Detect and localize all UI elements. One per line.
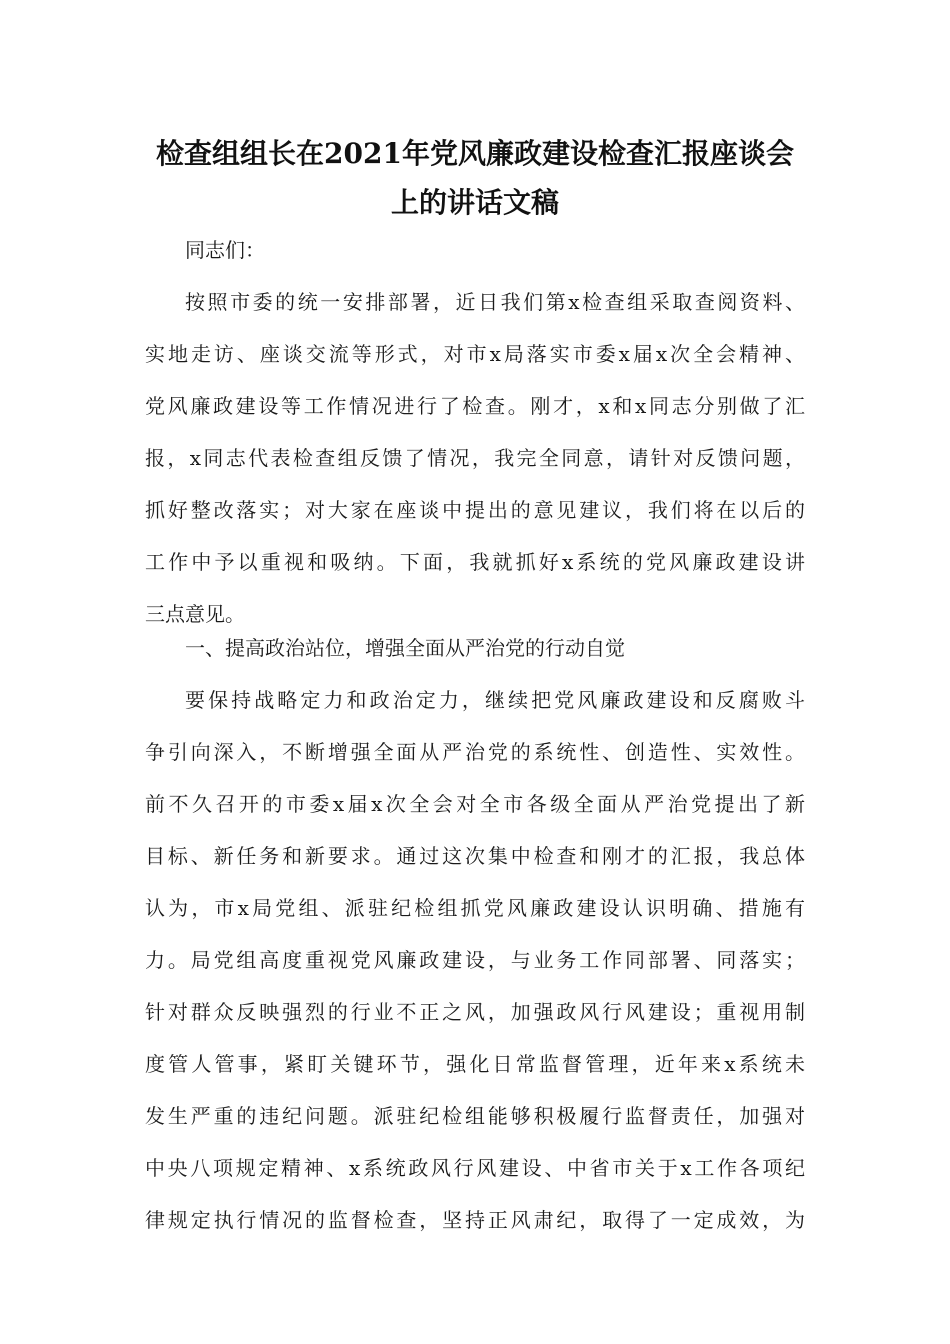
paragraph-line: 要保持战略定力和政治定力，继续把党风廉政建设和反腐败斗 (185, 688, 805, 712)
paragraph-line: 发生严重的违纪问题。派驻纪检组能够积极履行监督责任，加强对 (145, 1104, 805, 1128)
paragraph-line: 中央八项规定精神、x系统政风行风建设、中省市关于x工作各项纪 (145, 1156, 805, 1180)
paragraph-line: 按照市委的统一安排部署，近日我们第x检查组采取查阅资料、 (185, 290, 805, 314)
paragraph-line: 工作中予以重视和吸纳。下面，我就抓好x系统的党风廉政建设讲 (145, 550, 805, 574)
paragraph-line: 抓好整改落实；对大家在座谈中提出的意见建议，我们将在以后的 (145, 498, 805, 522)
document-title-line-2: 上的讲话文稿 (390, 186, 559, 219)
paragraph-line: 三点意见。 (145, 602, 245, 626)
salutation: 同志们： (185, 238, 265, 262)
paragraph-line: 认为，市x局党组、派驻纪检组抓党风廉政建设认识明确、措施有 (145, 896, 805, 920)
paragraph-line: 实地走访、座谈交流等形式，对市x局落实市委x届x次全会精神、 (145, 342, 805, 366)
paragraph-line: 报，x同志代表检查组反馈了情况，我完全同意，请针对反馈问题， (145, 446, 805, 470)
paragraph-line: 目标、新任务和新要求。通过这次集中检查和刚才的汇报，我总体 (145, 844, 805, 868)
paragraph-line: 争引向深入，不断增强全面从严治党的系统性、创造性、实效性。 (145, 740, 805, 764)
paragraph-line: 度管人管事，紧盯关键环节，强化日常监督管理，近年来x系统未 (145, 1052, 805, 1076)
paragraph-line: 党风廉政建设等工作情况进行了检查。刚才，x和x同志分别做了汇 (145, 394, 805, 418)
document-title-line-1: 检查组组长在2021年党风廉政建设检查汇报座谈会 (156, 137, 794, 170)
paragraph-line: 力。局党组高度重视党风廉政建设，与业务工作同部署、同落实； (145, 948, 805, 972)
paragraph-line: 针对群众反映强烈的行业不正之风，加强政风行风建设；重视用制 (145, 1000, 805, 1024)
paragraph-line: 前不久召开的市委x届x次全会对全市各级全面从严治党提出了新 (145, 792, 805, 816)
paragraph-line: 律规定执行情况的监督检查，坚持正风肃纪，取得了一定成效，为 (145, 1208, 805, 1232)
section-heading: 一、提高政治站位，增强全面从严治党的行动自觉 (185, 636, 625, 660)
